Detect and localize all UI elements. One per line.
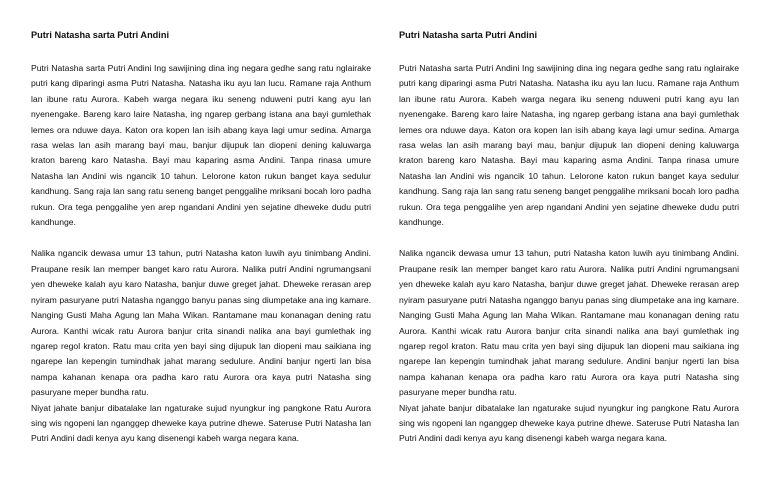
left-column: [31, 28, 371, 447]
paragraph-spacer: [399, 230, 739, 246]
paragraph-2: Nalika ngancik dewasa umur 13 tahun, putri Natasha katon luwih ayu tinimbang Andini. Praupane resik lan memper banget karo ratu Aurora. Nalika putri Andini ngrumangsani yen dheweke kalah ayu karo Natasha, banjur duwe greget jahat. Dheweke rerasan arep nyiram pasuryane putri Natasha nganggo banyu panas sing diumpetake ana ing kamare. Nanging Gusti Maha Agung lan Maha Wikan. Rantamane mau konanagan dening ratu Aurora. Kanthi wicak ratu Aurora banjur crita sinandi nalika ana bayi gumlethak ing ngarep regol kraton. Ratu mau crita yen bayi sing dijupuk lan diopeni mau saikiana ing ngarepe lan kepengin tumindhak jahat marang sedulure. Andini banjur ngerti lan bisa nampa kahanan kenapa ora padha karo ratu Aurora ora kaya putri Natasha sing pasuryane meper bundha ratu.: [31, 248, 371, 398]
paragraph-2: Nalika ngancik dewasa umur 13 tahun, putri Natasha katon luwih ayu tinimbang Andini. Praupane resik lan memper banget karo ratu Aurora. Nalika putri Andini ngrumangsani yen dheweke kalah ayu karo Natasha, banjur duwe greget jahat. Dheweke rerasan arep nyiram pasuryane putri Natasha nganggo banyu panas sing diumpetake ana ing kamare. Nanging Gusti Maha Agung lan Maha Wikan. Rantamane mau konanagan dening ratu Aurora. Kanthi wicak ratu Aurora banjur crita sinandi nalika ana bayi gumlethak ing ngarep regol kraton. Ratu mau crita yen bayi sing dijupuk lan diopeni mau saikiana ing ngarepe lan kepengin tumindhak jahat marang sedulure. Andini banjur ngerti lan bisa nampa kahanan kenapa ora padha karo ratu Aurora ora kaya putri Natasha sing pasuryane meper bundha ratu.: [399, 248, 739, 398]
right-column: [399, 28, 739, 447]
paragraph-1: Putri Natasha sarta Putri Andini Ing sawijining dina ing negara gedhe sang ratu nglairake putri kang diparingi asma Putri Natasha. Natasha iku ayu lan lucu. Ramane raja Anthum lan ibune ratu Aurora. Kabeh warga negara iku seneng nduweni putri kang ayu lan nyenengake. Bareng karo laire Natasha, ing ngarep gerbang istana ana bayi gumlethak lemes ora nduwe daya. Katon ora kopen lan isih abang kaya lagi umur sedina. Amarga rasa welas lan asih marang bayi mau, banjur dijupuk lan diopeni dening kaluwarga kraton bareng karo Natasha. Bayi mau kaparing asma Andini. Tanpa rinasa umure Natasha lan Andini wis ngancik 10 tahun. Lelorone katon rukun banget kaya sedulur kandhung. Sang raja lan sang ratu seneng banget penggalihe mriksani bocah loro padha rukun. Ora tega penggalihe yen arep ngandani Andini yen sejatine dheweke dudu putri kandhunge.: [399, 63, 739, 228]
paragraph-1: Putri Natasha sarta Putri Andini Ing sawijining dina ing negara gedhe sang ratu nglairake putri kang diparingi asma Putri Natasha. Natasha iku ayu lan lucu. Ramane raja Anthum lan ibune ratu Aurora. Kabeh warga negara iku seneng nduweni putri kang ayu lan nyenengake. Bareng karo laire Natasha, ing ngarep gerbang istana ana bayi gumlethak lemes ora nduwe daya. Katon ora kopen lan isih abang kaya lagi umur sedina. Amarga rasa welas lan asih marang bayi mau, banjur dijupuk lan diopeni dening kaluwarga kraton bareng karo Natasha. Bayi mau kaparing asma Andini. Tanpa rinasa umure Natasha lan Andini wis ngancik 10 tahun. Lelorone katon rukun banget kaya sedulur kandhung. Sang raja lan sang ratu seneng banget penggalihe mriksani bocah loro padha rukun. Ora tega penggalihe yen arep ngandani Andini yen sejatine dheweke dudu putri kandhunge.: [31, 63, 371, 228]
paragraph-3: Niyat jahate banjur dibatalake lan ngaturake sujud nyungkur ing pangkone Ratu Aurora sing wis ngopeni lan nganggep dheweke kaya putrine dhewe. Sateruse Putri Natasha lan Putri Andini dadi kenya ayu kang disenengi kabeh warga negara kana.: [31, 402, 371, 444]
paragraph-3: Niyat jahate banjur dibatalake lan ngaturake sujud nyungkur ing pangkone Ratu Aurora sing wis ngopeni lan nganggep dheweke kaya putrine dhewe. Sateruse Putri Natasha lan Putri Andini dadi kenya ayu kang disenengi kabeh warga negara kana.: [399, 402, 739, 444]
story-title: Putri Natasha sarta Putri Andini: [31, 30, 170, 40]
story-title: Putri Natasha sarta Putri Andini: [399, 30, 538, 40]
paragraph-spacer: [31, 230, 371, 246]
